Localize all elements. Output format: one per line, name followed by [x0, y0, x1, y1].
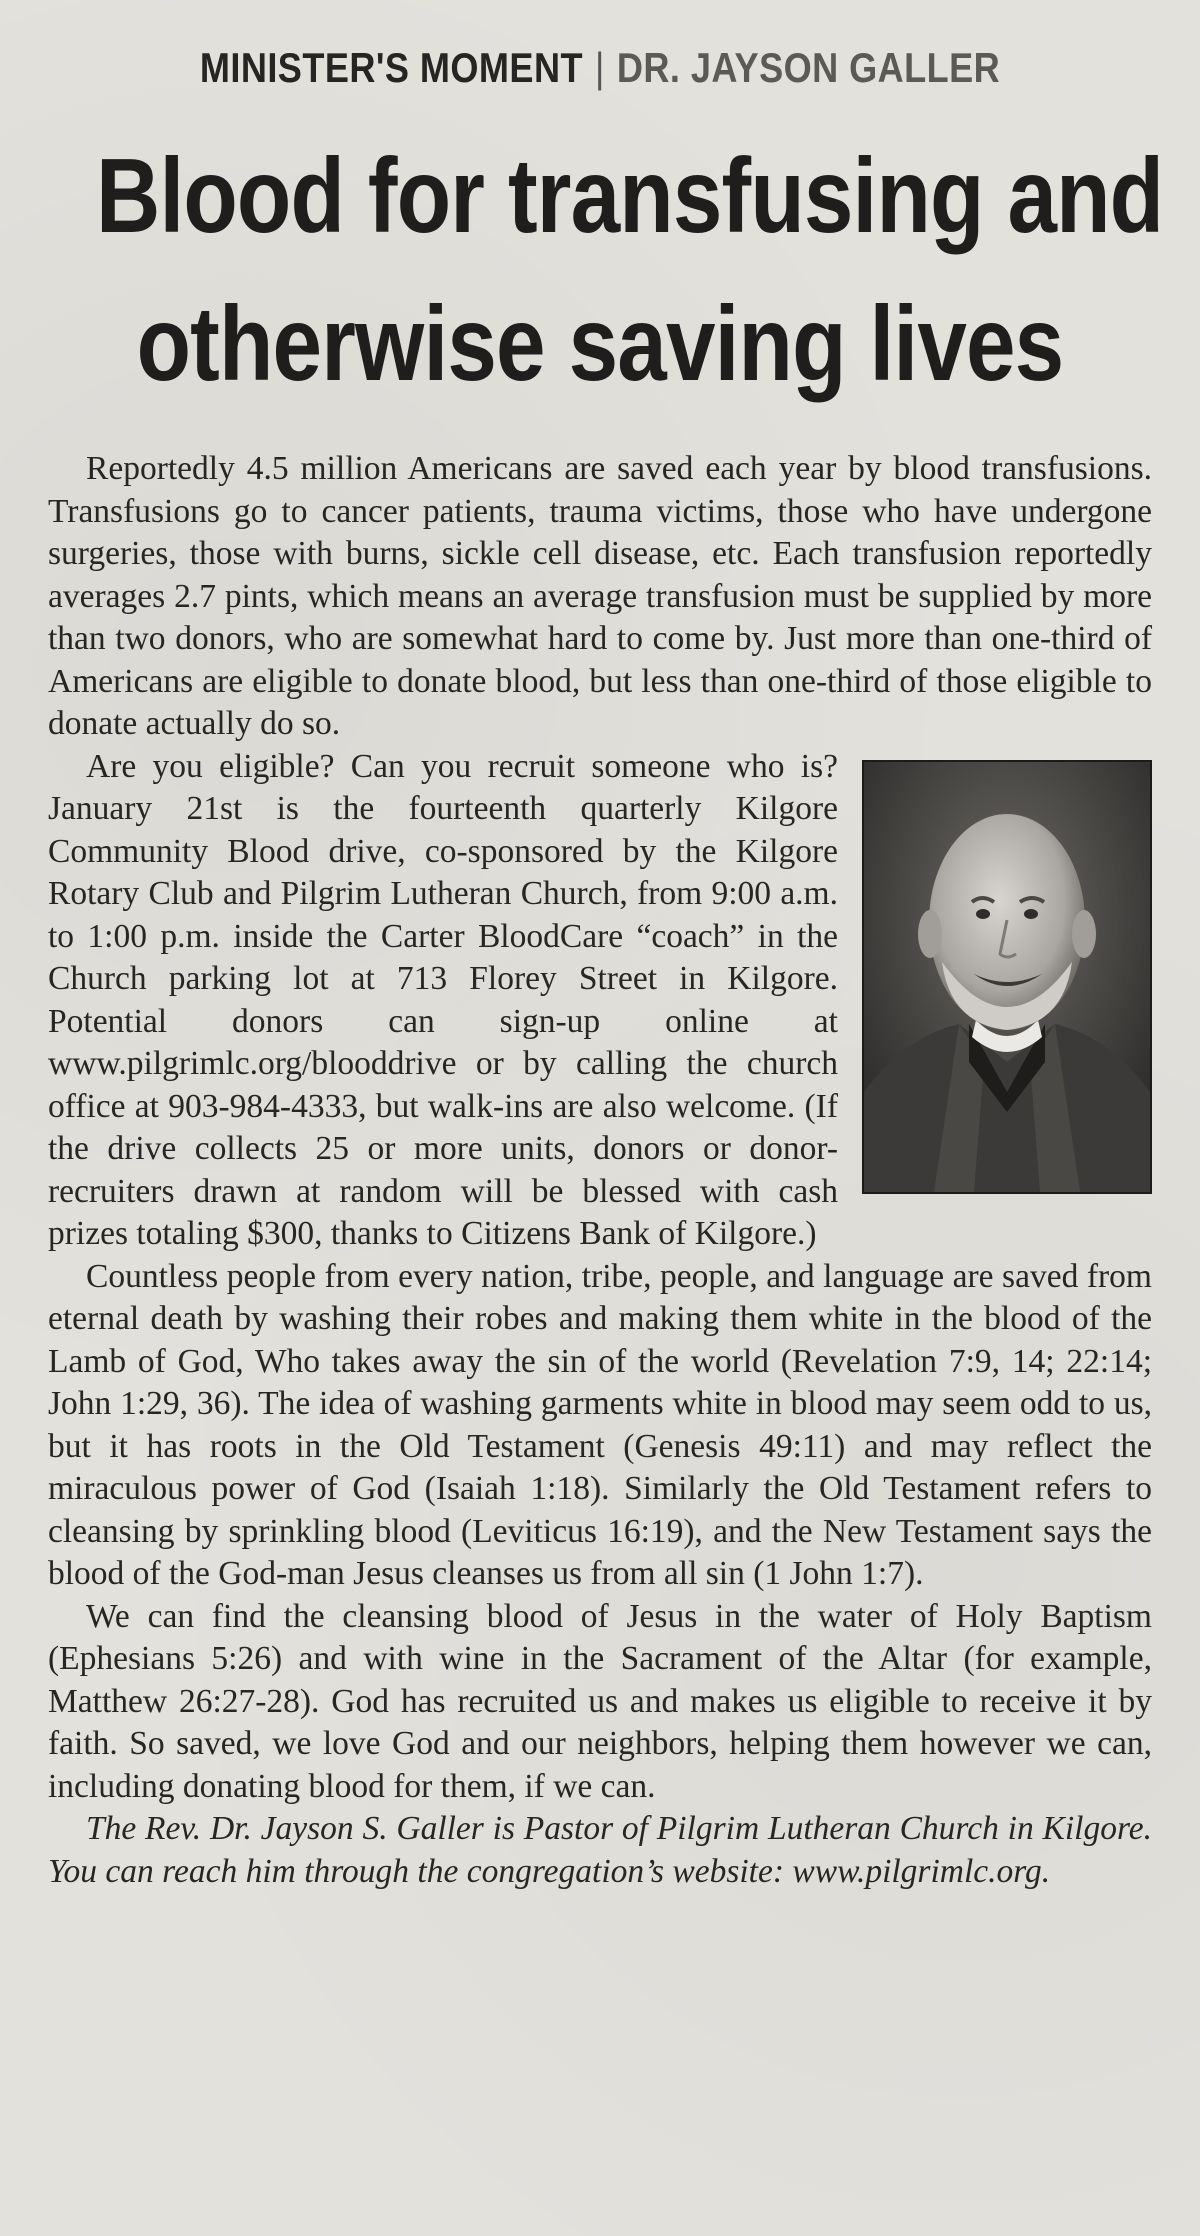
portrait-image — [864, 762, 1150, 1192]
paragraph-1: Reportedly 4.5 million Americans are saved each year by blood transfusions. Transfusions go to cancer patients, trauma victims, those who have undergone surgeries, those with burns, sickle cell disease, etc. Each transfusion reportedly averages 2.7 pints, which means an average transfusion must be supplied by more than two donors, who are somewhat hard to come by. Just more than one-third of Americans are eligible to donate blood, but less than one-third of those eligible to donate actually do so. — [48, 450, 1152, 742]
section-name: MINISTER'S MOMENT — [199, 44, 583, 91]
author-photo — [862, 760, 1152, 1194]
paragraph-2: Are you eligible? Can you recruit someone who is? January 21st is the fourteenth quarterly Kilgore Community Blood drive, co-sponsored by the Kilgore Rotary Club and Pilgrim Lutheran Church, from 9:00 a.m. to 1:00 p.m. inside the Carter BloodCare “coach” in the Church parking lot at 713 Florey Street in Kilgore. Potential donors can sign-up online at www.pilgrimlc.org/blooddrive or by calling the church office at 903-984-4333, but walk-ins are also welcome. (If the drive collects 25 or more units, donors or donor-recruiters drawn at random will be blessed with cash prizes totaling $300, thanks to Citizens Bank of Kilgore.) — [48, 747, 838, 1252]
author-name: DR. JAYSON GALLER — [616, 44, 1001, 91]
column-kicker — [84, 44, 1116, 92]
article-body — [48, 448, 1152, 1893]
headline — [96, 122, 1164, 418]
headline-line-2: otherwise saving lives — [136, 285, 1064, 403]
paragraph-3: Countless people from every nation, tribe, people, and language are saved from eternal death by washing their robes and making them white in the blood of the Lamb of God, Who takes away the sin of the world (Revelation 7:9, 14; 22:14; John 1:29, 36). The idea of washing garments white in blood may seem odd to us, but it has roots in the Old Testament (Genesis 49:11) and may reflect the miraculous power of God (Isaiah 1:18). Similarly the Old Testament refers to cleansing by sprinkling blood (Leviticus 16:19), and the New Testament says the blood of the God-man Jesus cleanses us from all sin (1 John 1:7). — [48, 1257, 1152, 1592]
headline-line-1: Blood for transfusing and — [96, 137, 1164, 255]
author-signoff: The Rev. Dr. Jayson S. Galler is Pastor of Pilgrim Lutheran Church in Kilgore. You can reach him through the congregation’s website: www.pilgrimlc.org. — [48, 1810, 1152, 1890]
paragraph-4: We can find the cleansing blood of Jesus in the water of Holy Baptism (Ephesians 5:26) and with wine in the Sacrament of the Altar (for example, Matthew 26:27-28). God has recruited us and makes us eligible to receive it by faith. So saved, we love God and our neighbors, helping them however we can, including donating blood for them, if we can. — [48, 1597, 1152, 1805]
kicker-separator: | — [595, 44, 605, 91]
